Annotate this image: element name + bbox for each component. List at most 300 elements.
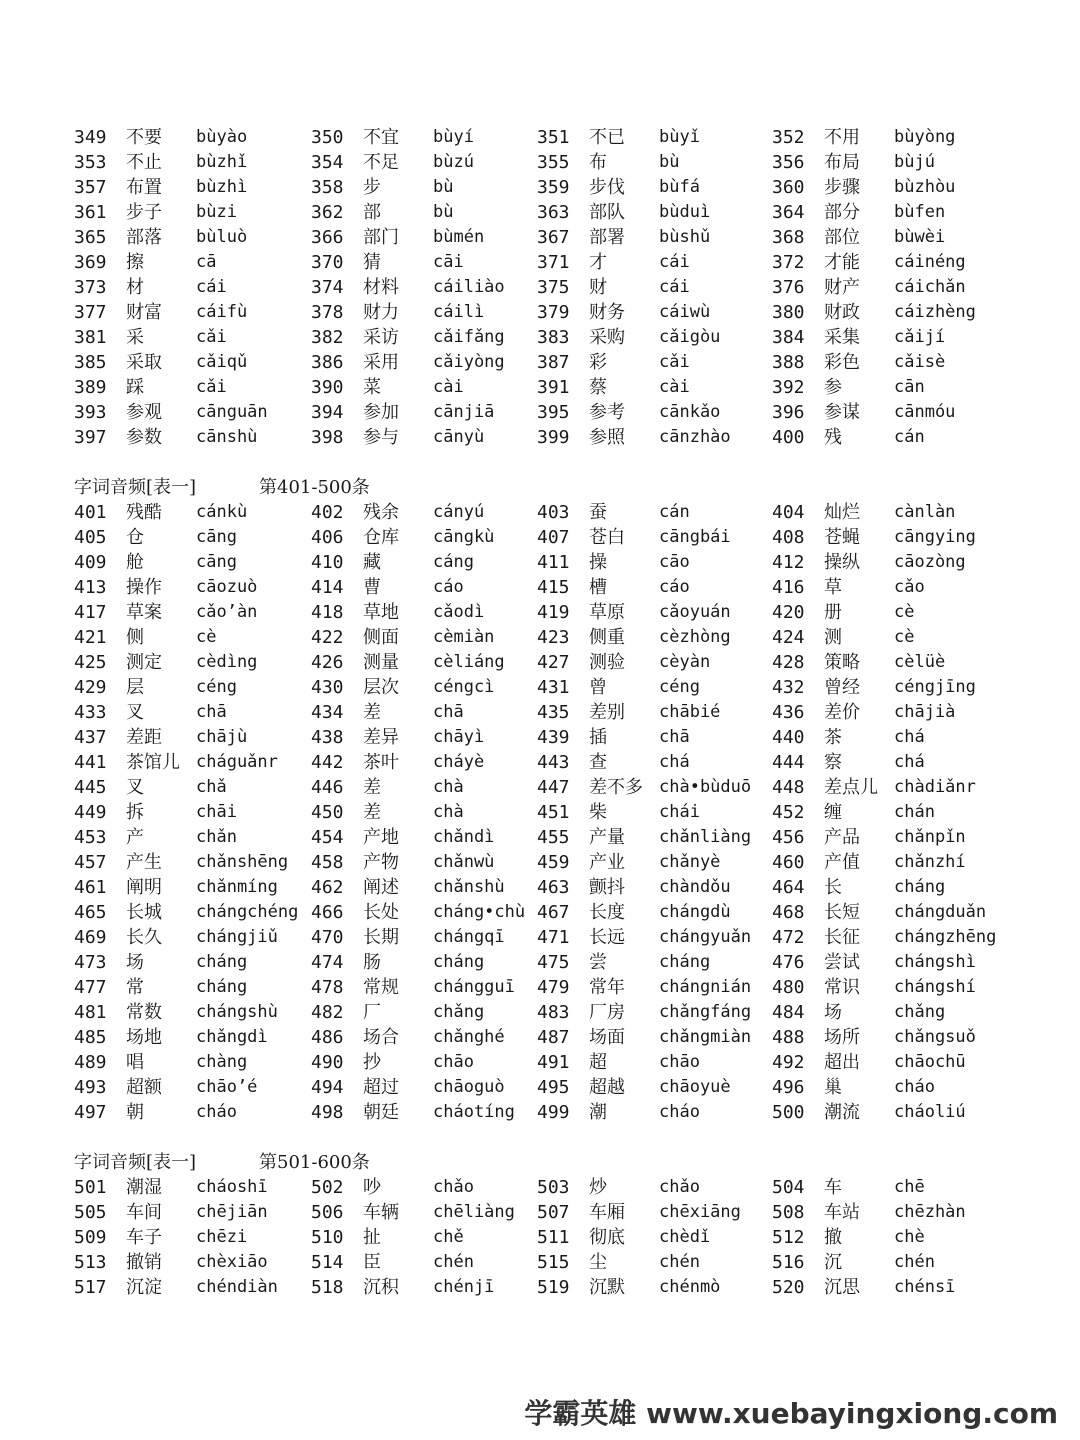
entry-number: 447 (537, 777, 570, 798)
entry-pinyin: bùjú (894, 152, 935, 172)
entry-word: 茶 (824, 727, 842, 748)
entry-number: 461 (74, 877, 107, 898)
entry-pinyin: bùzhòu (894, 177, 956, 197)
entry-word: 车子 (126, 1227, 162, 1248)
entry-number: 382 (311, 327, 344, 348)
entry-pinyin: cāng (196, 527, 237, 547)
entry-pinyin: cǎisè (894, 352, 946, 372)
entry-pinyin: chǎ (196, 777, 227, 797)
entry-word: 部 (363, 202, 381, 223)
entry-word: 步 (363, 177, 381, 198)
entry-number: 369 (74, 252, 107, 273)
entry-number: 489 (74, 1052, 107, 1073)
entry-word: 长征 (824, 927, 860, 948)
entry-word: 侧面 (363, 627, 399, 648)
entry-pinyin: bùyǐ (659, 127, 700, 147)
entry-pinyin: cánkù (196, 502, 248, 522)
entry-pinyin: chè (894, 1227, 925, 1247)
entry-number: 451 (537, 802, 570, 823)
entry-word: 差 (363, 802, 381, 823)
entry-word: 步骤 (824, 177, 860, 198)
entry-word: 产物 (363, 852, 399, 873)
entry-word: 测量 (363, 652, 399, 673)
entry-word: 长城 (126, 902, 162, 923)
vocab-row (74, 625, 1034, 650)
entry-pinyin: bùzi (196, 202, 237, 222)
entry-pinyin: chǎo (659, 1177, 700, 1197)
entry-word: 参谋 (824, 402, 860, 423)
entry-number: 412 (772, 552, 805, 573)
entry-number: 468 (772, 902, 805, 923)
entry-pinyin: chángshì (894, 952, 976, 972)
entry-pinyin: chàndǒu (659, 877, 731, 897)
entry-pinyin: cǎifǎng (433, 327, 505, 347)
entry-number: 450 (311, 802, 344, 823)
entry-number: 413 (74, 577, 107, 598)
entry-pinyin: cài (433, 377, 464, 397)
entry-number: 499 (537, 1102, 570, 1123)
entry-word: 阐述 (363, 877, 399, 898)
entry-pinyin: cǎi (196, 327, 227, 347)
entry-word: 材料 (363, 277, 399, 298)
entry-word: 超过 (363, 1077, 399, 1098)
entry-word: 彻底 (589, 1227, 625, 1248)
section-label: 字词音频[表一] (74, 1152, 197, 1173)
entry-number: 498 (311, 1102, 344, 1123)
entry-pinyin: bùfá (659, 177, 700, 197)
section-label: 字词音频[表一] (74, 477, 197, 498)
entry-word: 槽 (589, 577, 607, 598)
entry-number: 400 (772, 427, 805, 448)
entry-word: 柴 (589, 802, 607, 823)
entry-word: 参考 (589, 402, 625, 423)
entry-word: 采访 (363, 327, 399, 348)
entry-number: 506 (311, 1202, 344, 1223)
vocab-row (74, 875, 1034, 900)
entry-word: 参 (824, 377, 842, 398)
entry-number: 379 (537, 302, 570, 323)
vocab-row (74, 500, 1034, 525)
entry-word: 蚕 (589, 502, 607, 523)
entry-pinyin: chángyuǎn (659, 927, 752, 947)
entry-pinyin: chǎnshù (433, 877, 505, 897)
entry-word: 差 (363, 777, 381, 798)
entry-number: 395 (537, 402, 570, 423)
entry-number: 508 (772, 1202, 805, 1223)
entry-pinyin: chǎnshēng (196, 852, 289, 872)
entry-pinyin: cháotíng (433, 1102, 515, 1122)
entry-pinyin: cāozòng (894, 552, 966, 572)
entry-pinyin: cǎo’àn (196, 602, 258, 622)
entry-number: 446 (311, 777, 344, 798)
entry-number: 514 (311, 1252, 344, 1273)
entry-pinyin: cānguān (196, 402, 268, 422)
entry-number: 452 (772, 802, 805, 823)
entry-word: 场面 (589, 1027, 625, 1048)
entry-pinyin: cǎodì (433, 602, 485, 622)
entry-pinyin: cè (196, 627, 217, 647)
vocab-row (74, 225, 1034, 250)
entry-pinyin: chéndiàn (196, 1277, 278, 1297)
entry-number: 427 (537, 652, 570, 673)
vocab-row (74, 125, 1034, 150)
entry-word: 草 (824, 577, 842, 598)
entry-number: 409 (74, 552, 107, 573)
entry-word: 超 (589, 1052, 607, 1073)
entry-number: 503 (537, 1177, 570, 1198)
entry-word: 侧重 (589, 627, 625, 648)
entry-word: 采购 (589, 327, 625, 348)
vocab-row (74, 150, 1034, 175)
entry-word: 吵 (363, 1177, 381, 1198)
vocab-row (74, 700, 1034, 725)
entry-number: 493 (74, 1077, 107, 1098)
entry-pinyin: cǎigòu (659, 327, 721, 347)
entry-word: 曾经 (824, 677, 860, 698)
entry-pinyin: bù (659, 152, 680, 172)
vocab-row (74, 650, 1034, 675)
entry-pinyin: chēxiāng (659, 1202, 741, 1222)
vocab-row (74, 175, 1034, 200)
entry-word: 测 (824, 627, 842, 648)
entry-pinyin: chèdǐ (659, 1227, 711, 1247)
entry-number: 378 (311, 302, 344, 323)
entry-word: 参与 (363, 427, 399, 448)
entry-pinyin: chǎnliàng (659, 827, 752, 847)
entry-pinyin: bùshǔ (659, 227, 711, 247)
entry-pinyin: chán (894, 802, 935, 822)
entry-pinyin: céng (196, 677, 237, 697)
entry-number: 398 (311, 427, 344, 448)
entry-word: 残余 (363, 502, 399, 523)
entry-word: 猜 (363, 252, 381, 273)
entry-word: 不止 (126, 152, 162, 173)
entry-pinyin: chǎngdì (196, 1027, 268, 1047)
vocab-row (74, 675, 1034, 700)
entry-number: 488 (772, 1027, 805, 1048)
entry-number: 512 (772, 1227, 805, 1248)
entry-pinyin: cāng (196, 552, 237, 572)
entry-number: 507 (537, 1202, 570, 1223)
entry-pinyin: chāochū (894, 1052, 966, 1072)
entry-pinyin: bùfen (894, 202, 946, 222)
entry-number: 471 (537, 927, 570, 948)
entry-word: 场所 (824, 1027, 860, 1048)
entry-number: 519 (537, 1277, 570, 1298)
entry-pinyin: chāoyuè (659, 1077, 731, 1097)
entry-word: 超额 (126, 1077, 162, 1098)
entry-pinyin: bùzú (433, 152, 474, 172)
vocab-row (74, 550, 1034, 575)
entry-word: 财政 (824, 302, 860, 323)
entry-pinyin: cè (894, 627, 915, 647)
entry-pinyin: cáo (433, 577, 464, 597)
entry-word: 长处 (363, 902, 399, 923)
entry-number: 478 (311, 977, 344, 998)
entry-word: 不足 (363, 152, 399, 173)
entry-number: 394 (311, 402, 344, 423)
entry-word: 车辆 (363, 1202, 399, 1223)
entry-pinyin: chēliàng (433, 1202, 515, 1222)
entry-word: 差 (363, 702, 381, 723)
entry-word: 叉 (126, 777, 144, 798)
entry-word: 仓库 (363, 527, 399, 548)
entry-number: 465 (74, 902, 107, 923)
entry-word: 潮湿 (126, 1177, 162, 1198)
entry-word: 操作 (126, 577, 162, 598)
entry-number: 393 (74, 402, 107, 423)
section-range: 第401-500条 (259, 477, 370, 498)
entry-word: 部署 (589, 227, 625, 248)
entry-word: 朝廷 (363, 1102, 399, 1123)
entry-word: 厂房 (589, 1002, 625, 1023)
entry-number: 490 (311, 1052, 344, 1073)
entry-number: 495 (537, 1077, 570, 1098)
entry-word: 部位 (824, 227, 860, 248)
entry-pinyin: cháo (196, 1102, 237, 1122)
entry-word: 差点儿 (824, 777, 878, 798)
entry-pinyin: cáizhèng (894, 302, 976, 322)
entry-number: 414 (311, 577, 344, 598)
entry-number: 415 (537, 577, 570, 598)
vocab-row (74, 825, 1034, 850)
entry-number: 463 (537, 877, 570, 898)
entry-word: 常 (126, 977, 144, 998)
entry-pinyin: chángdù (659, 902, 731, 922)
entry-pinyin: chà (433, 777, 464, 797)
entry-word: 灿烂 (824, 502, 860, 523)
entry-number: 480 (772, 977, 805, 998)
entry-pinyin: cháng (196, 977, 248, 997)
entry-pinyin: chǎnyè (659, 852, 721, 872)
entry-number: 476 (772, 952, 805, 973)
entry-pinyin: chà (433, 802, 464, 822)
entry-number: 481 (74, 1002, 107, 1023)
entry-pinyin: cèliáng (433, 652, 505, 672)
entry-pinyin: cháng (433, 952, 485, 972)
entry-pinyin: cháguǎnr (196, 752, 278, 772)
entry-number: 367 (537, 227, 570, 248)
entry-word: 常识 (824, 977, 860, 998)
entry-word: 布局 (824, 152, 860, 173)
entry-pinyin: cáo (659, 577, 690, 597)
entry-word: 材 (126, 277, 144, 298)
entry-pinyin: cāi (433, 252, 464, 272)
entry-word: 车间 (126, 1202, 162, 1223)
entry-number: 516 (772, 1252, 805, 1273)
entry-pinyin: chǎng (433, 1002, 485, 1022)
entry-number: 354 (311, 152, 344, 173)
entry-pinyin: cháoshī (196, 1177, 268, 1197)
entry-pinyin: céngjīng (894, 677, 976, 697)
entry-word: 测定 (126, 652, 162, 673)
entry-word: 唱 (126, 1052, 144, 1073)
entry-number: 376 (772, 277, 805, 298)
entry-word: 部门 (363, 227, 399, 248)
entry-number: 375 (537, 277, 570, 298)
entry-pinyin: cáichǎn (894, 277, 966, 297)
entry-word: 常年 (589, 977, 625, 998)
entry-number: 352 (772, 127, 805, 148)
entry-word: 苍蝇 (824, 527, 860, 548)
section-range: 第501-600条 (259, 1152, 370, 1173)
entry-number: 388 (772, 352, 805, 373)
entry-pinyin: chángjiǔ (196, 927, 278, 947)
entry-pinyin: bùyòng (894, 127, 956, 147)
entry-word: 差距 (126, 727, 162, 748)
entry-pinyin: chǎngmiàn (659, 1027, 752, 1047)
entry-word: 部队 (589, 202, 625, 223)
entry-word: 不已 (589, 127, 625, 148)
entry-pinyin: chàng (196, 1052, 248, 1072)
entry-number: 356 (772, 152, 805, 173)
vocab-row (74, 600, 1034, 625)
entry-number: 396 (772, 402, 805, 423)
entry-word: 沉思 (824, 1277, 860, 1298)
entry-word: 舱 (126, 552, 144, 573)
entry-pinyin: bùyí (433, 127, 474, 147)
vocab-row (74, 925, 1034, 950)
entry-number: 467 (537, 902, 570, 923)
entry-pinyin: bùmén (433, 227, 485, 247)
entry-number: 411 (537, 552, 570, 573)
entry-number: 455 (537, 827, 570, 848)
entry-pinyin: cáiliào (433, 277, 505, 297)
entry-pinyin: chǎn (196, 827, 237, 847)
entry-number: 513 (74, 1252, 107, 1273)
vocab-row (74, 1100, 1034, 1125)
entry-number: 456 (772, 827, 805, 848)
entry-pinyin: cháng (659, 952, 711, 972)
entry-number: 469 (74, 927, 107, 948)
entry-number: 361 (74, 202, 107, 223)
entry-pinyin: cānjiā (433, 402, 495, 422)
entry-pinyin: chājù (196, 727, 248, 747)
entry-pinyin: bùduì (659, 202, 711, 222)
entry-number: 403 (537, 502, 570, 523)
entry-word: 参加 (363, 402, 399, 423)
entry-pinyin: chābié (659, 702, 721, 722)
entry-word: 财产 (824, 277, 860, 298)
entry-number: 472 (772, 927, 805, 948)
entry-pinyin: chàdiǎnr (894, 777, 976, 797)
entry-pinyin: cè (894, 602, 915, 622)
entry-number: 435 (537, 702, 570, 723)
entry-pinyin: cèdìng (196, 652, 258, 672)
entry-number: 473 (74, 952, 107, 973)
entry-pinyin: cǎoyuán (659, 602, 731, 622)
entry-pinyin: chēzhàn (894, 1202, 966, 1222)
entry-word: 部落 (126, 227, 162, 248)
entry-word: 产品 (824, 827, 860, 848)
entry-number: 425 (74, 652, 107, 673)
entry-pinyin: chángshí (894, 977, 976, 997)
entry-pinyin: chǎnwù (433, 852, 495, 872)
entry-word: 产业 (589, 852, 625, 873)
entry-pinyin: chángguī (433, 977, 515, 997)
entry-number: 453 (74, 827, 107, 848)
entry-word: 采用 (363, 352, 399, 373)
entry-pinyin: cèlüè (894, 652, 946, 672)
entry-number: 421 (74, 627, 107, 648)
entry-number: 449 (74, 802, 107, 823)
entry-word: 场 (126, 952, 144, 973)
entry-pinyin: chě (433, 1227, 464, 1247)
entry-number: 470 (311, 927, 344, 948)
entry-pinyin: chā (659, 727, 690, 747)
entry-number: 484 (772, 1002, 805, 1023)
entry-word: 阐明 (126, 877, 162, 898)
entry-word: 沉默 (589, 1277, 625, 1298)
entry-pinyin: cǎo (894, 577, 925, 597)
entry-word: 尘 (589, 1252, 607, 1273)
entry-word: 层 (126, 677, 144, 698)
entry-word: 仓 (126, 527, 144, 548)
entry-pinyin: chǎnghé (433, 1027, 505, 1047)
entry-word: 车 (824, 1177, 842, 1198)
entry-number: 374 (311, 277, 344, 298)
entry-number: 510 (311, 1227, 344, 1248)
entry-number: 349 (74, 127, 107, 148)
entry-pinyin: chāoguò (433, 1077, 505, 1097)
entry-number: 475 (537, 952, 570, 973)
entry-number: 517 (74, 1277, 107, 1298)
entry-word: 差不多 (589, 777, 643, 798)
entry-word: 不用 (824, 127, 860, 148)
entry-pinyin: chénsī (894, 1277, 956, 1297)
entry-word: 曹 (363, 577, 381, 598)
vocab-row (74, 275, 1034, 300)
entry-word: 沉 (824, 1252, 842, 1273)
entry-pinyin: cháo (659, 1102, 700, 1122)
entry-word: 撤销 (126, 1252, 162, 1273)
entry-word: 菜 (363, 377, 381, 398)
vocab-row (74, 1050, 1034, 1075)
entry-pinyin: cháoliú (894, 1102, 966, 1122)
entry-pinyin: bùyào (196, 127, 248, 147)
vocab-row (74, 575, 1034, 600)
entry-pinyin: céng (659, 677, 700, 697)
entry-number: 357 (74, 177, 107, 198)
entry-word: 策略 (824, 652, 860, 673)
entry-word: 叉 (126, 702, 144, 723)
entry-number: 389 (74, 377, 107, 398)
entry-pinyin: chāo (659, 1052, 700, 1072)
entry-pinyin: cáinéng (894, 252, 966, 272)
entry-number: 434 (311, 702, 344, 723)
vocab-row (74, 250, 1034, 275)
entry-pinyin: cān (894, 377, 925, 397)
entry-pinyin: chǎo (433, 1177, 474, 1197)
vocab-row (74, 1175, 1034, 1200)
entry-pinyin: chángzhēng (894, 927, 997, 947)
entry-number: 511 (537, 1227, 570, 1248)
entry-pinyin: chā (196, 702, 227, 722)
entry-word: 苍白 (589, 527, 625, 548)
entry-pinyin: cǎiyòng (433, 352, 505, 372)
entry-pinyin: cǎi (659, 352, 690, 372)
entry-pinyin: cháng (894, 877, 946, 897)
entry-word: 曾 (589, 677, 607, 698)
entry-word: 厂 (363, 1002, 381, 1023)
vocab-row (74, 1200, 1034, 1225)
entry-word: 草原 (589, 602, 625, 623)
vocab-row (74, 1075, 1034, 1100)
entry-pinyin: bù (433, 202, 454, 222)
entry-pinyin: chāo (433, 1052, 474, 1072)
entry-word: 财 (589, 277, 607, 298)
entry-number: 419 (537, 602, 570, 623)
